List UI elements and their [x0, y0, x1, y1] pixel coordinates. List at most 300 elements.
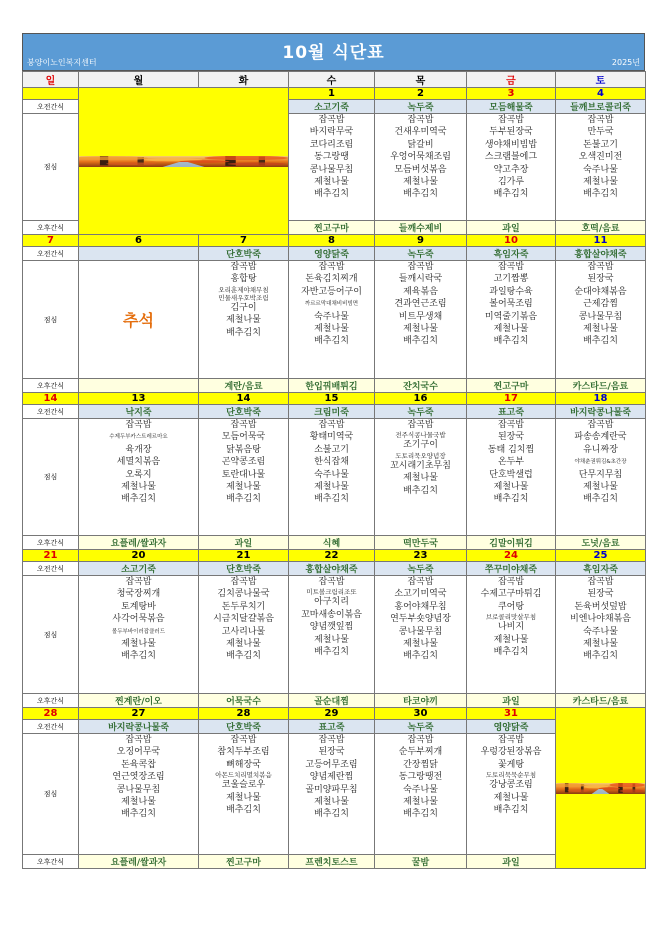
picture-cell [556, 708, 646, 869]
menu-item: 황태미역국 [309, 432, 354, 443]
menu-item: 잡곡밥 [230, 735, 257, 745]
picture-cell [79, 88, 289, 235]
menu-item: 견과연근조림 [394, 299, 447, 310]
menu-item: 단무지무침 [578, 469, 623, 480]
pm-snack: 찐고구마 [289, 221, 375, 235]
date-cell: 30 [375, 708, 467, 720]
menu-table [22, 71, 646, 869]
menu-item: 잡곡밥 [407, 115, 434, 125]
menu-item: 콩나물무침 [578, 311, 623, 322]
menu-item: 제철나물 [226, 482, 261, 493]
lunch-label: 점심 [23, 734, 79, 855]
menu-item: 잡곡밥 [407, 577, 434, 587]
menu-item: 배추김치 [226, 651, 261, 662]
pm-snack: 요플레/쌀과자 [79, 855, 199, 869]
pm-snack: 꿀밤 [375, 855, 467, 869]
menu-item: 잡곡밥 [407, 420, 434, 430]
menu-item: 전주식콩나물국밥 [395, 431, 446, 440]
menu-item: 강낭콩조림 [489, 780, 533, 791]
menu-item: 사각어묵볶음 [112, 614, 165, 625]
lunch-menu [289, 734, 375, 855]
menu-item: 배추김치 [226, 805, 261, 816]
weekday-4: 목 [375, 72, 467, 88]
date-cell: 23 [375, 550, 467, 562]
menu-item: 곤약콩조림 [221, 457, 266, 468]
menu-item: 뼈해장국 [226, 759, 261, 770]
am-snack [79, 247, 199, 261]
am-snack: 녹두죽 [375, 720, 467, 734]
menu-item: 배추김치 [121, 809, 156, 820]
am-snack: 표고죽 [289, 720, 375, 734]
menu-item: 꼬시래기초무침 [390, 460, 451, 471]
weekday-2: 화 [199, 72, 289, 88]
menu-item: 제철나물 [121, 482, 156, 493]
menu-item: 숙주나물 [403, 784, 438, 795]
date-cell: 28 [199, 708, 289, 720]
menu-item: 잡곡밥 [587, 420, 614, 430]
menu-item: 까르르막대채비비빔면 [304, 301, 359, 308]
menu-item: 된장국 [318, 747, 345, 758]
menu-item: 돈육버섯덮밥 [574, 601, 627, 612]
menu-item: 제철나물 [583, 324, 618, 335]
menu-item: 배추김치 [493, 336, 529, 347]
menu-item: 건새우미역국 [394, 127, 447, 138]
menu-item: 제철나물 [403, 639, 438, 650]
menu-item: 닭볶음탕 [226, 444, 261, 455]
date-cell: 31 [467, 708, 556, 720]
menu-item: 야채춘권튀김&초간장 [574, 459, 627, 466]
center-name: 붕양이노인복지센터 [27, 58, 97, 67]
am-snack: 흑임자죽 [467, 247, 556, 261]
menu-item: 배추김치 [493, 494, 529, 505]
date-cell: 15 [289, 393, 375, 405]
menu-item: 제철나물 [583, 177, 618, 188]
menu-item: 배추김치 [403, 651, 438, 662]
year-label: 2025년 [611, 58, 640, 67]
lunch-menu [289, 419, 375, 536]
menu-item: 과일탕수육 [489, 286, 533, 297]
menu-item: 배추김치 [583, 336, 618, 347]
menu-item: 배추김치 [583, 494, 618, 505]
am-snack: 흑임자죽 [556, 562, 646, 576]
menu-item: 아몬드치리멸치볶음 [215, 771, 272, 780]
menu-item: 온두부 [497, 457, 525, 468]
menu-item: 민물새우호박조림 [218, 293, 269, 302]
pm-snack: 과일 [467, 855, 556, 869]
menu-item: 수제고구마튀김 [480, 589, 542, 600]
date-cell: 14 [23, 393, 79, 405]
am-snack-label: 오전간식 [23, 720, 79, 734]
menu-item: 잡곡밥 [587, 115, 614, 125]
menu-item: 코다리조림 [309, 139, 354, 150]
menu-item: 코울슬로우 [221, 780, 266, 791]
date-cell: 25 [556, 550, 646, 562]
date-cell: 9 [375, 235, 467, 247]
menu-item: 미트볼크림리조또 [306, 588, 357, 597]
am-snack-label: 오전간식 [23, 247, 79, 261]
menu-item: 근제감찜 [583, 299, 618, 310]
menu-item: 제철나물 [403, 177, 438, 188]
date-cell [23, 88, 79, 100]
menu-item: 약고추장 [493, 164, 529, 175]
date-cell: 13 [79, 393, 199, 405]
pm-snack: 김말이튀김 [467, 536, 556, 550]
weekday-5: 금 [467, 72, 556, 88]
menu-item: 브로콜리맛살무침 [485, 613, 537, 622]
date-cell: 21 [199, 550, 289, 562]
menu-item: 볼두부바이러잡클러드 [111, 628, 166, 635]
pm-snack: 떡만두국 [375, 536, 467, 550]
menu-item: 자반고등어구이 [301, 286, 362, 297]
menu-item: 오리훈제야채무침 [218, 285, 269, 294]
menu-item: 배추김치 [226, 494, 261, 505]
menu-item: 꽃게탕 [497, 759, 525, 770]
lunch-menu [289, 576, 375, 694]
menu-item: 배추김치 [121, 494, 156, 505]
menu-item: 쿠어탕 [497, 601, 525, 612]
pm-snack-label: 오후간식 [23, 379, 79, 393]
am-snack: 녹두죽 [375, 405, 467, 419]
pm-snack: 식혜 [289, 536, 375, 550]
am-snack: 소고기죽 [79, 562, 199, 576]
menu-item: 오록지 [125, 469, 152, 480]
menu-item: 제철나물 [583, 639, 618, 650]
menu-item: 세멸치볶음 [116, 457, 161, 468]
menu-item: 연두부숏양념장 [390, 614, 451, 625]
menu-item: 참치두부조림 [217, 747, 270, 758]
menu-item: 제철나물 [314, 324, 349, 335]
lunch-menu [79, 734, 199, 855]
menu-item: 제철나물 [121, 639, 156, 650]
date-cell: 2 [375, 88, 467, 100]
menu-item: 고등어무조림 [305, 759, 358, 770]
lunch-menu [467, 576, 556, 694]
menu-item: 잡곡밥 [497, 262, 525, 272]
menu-item: 제육볶음 [403, 286, 438, 297]
menu-item: 배추김치 [403, 336, 438, 347]
holiday-cell [79, 261, 199, 379]
title-bar [22, 33, 645, 71]
pm-snack: 찐계란/이오 [79, 694, 199, 708]
menu-item: 꼬마새송이볶음 [301, 609, 362, 620]
menu-item: 볼어묵조림 [489, 299, 533, 310]
menu-item: 제철나물 [314, 634, 349, 645]
date-cell: 4 [556, 88, 646, 100]
lunch-menu [79, 419, 199, 536]
menu-item: 단호박샐럽 [489, 469, 533, 480]
menu-item: 된장국 [587, 589, 614, 600]
date-cell: 7 [23, 235, 79, 247]
date-cell: 16 [375, 393, 467, 405]
menu-item: 숙주나물 [314, 469, 349, 480]
date-cell: 27 [79, 708, 199, 720]
pm-snack: 프렌치토스트 [289, 855, 375, 869]
lunch-label: 점심 [23, 419, 79, 536]
date-cell: 11 [556, 235, 646, 247]
pm-snack-label: 오후간식 [23, 694, 79, 708]
pm-snack: 과일 [467, 694, 556, 708]
menu-item: 콩나물무침 [116, 784, 161, 795]
am-snack-label: 오전간식 [23, 405, 79, 419]
lunch-menu [79, 576, 199, 694]
pm-snack: 과일 [467, 221, 556, 235]
menu-item: 잡곡밥 [318, 115, 345, 125]
menu-item: 오징어무국 [116, 747, 161, 758]
autumn-painting-image [79, 156, 288, 167]
menu-item: 제철나물 [493, 792, 529, 803]
date-cell: 29 [289, 708, 375, 720]
am-snack: 쭈꾸미야채죽 [467, 562, 556, 576]
menu-item: 소고기미역국 [394, 589, 447, 600]
am-snack: 단호박죽 [199, 720, 289, 734]
lunch-menu [556, 114, 646, 221]
menu-item: 잡곡밥 [407, 735, 434, 745]
am-snack: 소고기죽 [289, 100, 375, 114]
holiday-label: 추석 [123, 311, 154, 330]
lunch-menu [199, 734, 289, 855]
menu-item: 김가루 [497, 177, 525, 188]
lunch-menu [375, 734, 467, 855]
menu-item: 제철나물 [314, 797, 349, 808]
pm-snack-label: 오후간식 [23, 855, 79, 869]
am-snack: 단호박죽 [199, 562, 289, 576]
menu-item: 잡곡밥 [230, 420, 257, 430]
menu-item: 도토리묵오양념장 [395, 451, 446, 460]
pm-snack: 골순대찜 [289, 694, 375, 708]
date-cell: 18 [556, 393, 646, 405]
menu-item: 제철나물 [121, 797, 156, 808]
menu-item: 잡곡밥 [318, 262, 345, 272]
menu-item: 순대야채볶음 [574, 286, 627, 297]
menu-item: 홍어야채무침 [394, 601, 447, 612]
menu-item: 제철나물 [403, 797, 438, 808]
menu-item: 잡곡밥 [230, 577, 257, 587]
menu-item: 연근엿장조림 [112, 772, 165, 783]
menu-item: 잡곡밥 [125, 420, 152, 430]
menu-item: 배추김치 [493, 189, 529, 200]
menu-item: 배추김치 [493, 647, 529, 658]
lunch-menu [467, 419, 556, 536]
lunch-menu [199, 576, 289, 694]
menu-item: 배추김치 [226, 327, 261, 338]
menu-item: 우렁강된장볶음 [480, 747, 542, 758]
menu-item: 비트무생채 [398, 311, 443, 322]
date-cell: 14 [199, 393, 289, 405]
am-snack: 흥합살야채죽 [556, 247, 646, 261]
lunch-menu [289, 114, 375, 221]
menu-item: 고사리나물 [221, 626, 266, 637]
menu-item: 양념깻잎찜 [309, 622, 354, 633]
menu-item: 제철나물 [493, 634, 529, 645]
menu-item: 배추김치 [583, 189, 618, 200]
menu-item: 잡곡밥 [497, 735, 525, 745]
menu-item: 청국장찌개 [116, 589, 161, 600]
am-snack-label: 오전간식 [23, 100, 79, 114]
pm-snack: 들깨수제비 [375, 221, 467, 235]
menu-item: 육개장 [125, 444, 152, 455]
menu-item: 김구이 [230, 302, 257, 313]
menu-item: 배추김치 [403, 809, 438, 820]
menu-item: 토계탕바 [121, 601, 156, 612]
menu-item: 숙주나물 [583, 164, 618, 175]
menu-item: 배추김치 [121, 651, 156, 662]
menu-item: 잡곡밥 [318, 420, 345, 430]
menu-item: 배추김치 [403, 189, 438, 200]
menu-item: 배추김치 [403, 485, 438, 496]
menu-item: 배추김치 [314, 336, 349, 347]
date-cell: 10 [467, 235, 556, 247]
menu-item: 된장국 [497, 432, 525, 443]
menu-item: 배추김치 [493, 805, 529, 816]
date-cell: 24 [467, 550, 556, 562]
menu-item: 돈두루치기 [221, 601, 266, 612]
weekday-1: 월 [79, 72, 199, 88]
pm-snack-label: 오후간식 [23, 221, 79, 235]
menu-item: 조기구이 [403, 440, 438, 451]
lunch-menu [199, 261, 289, 379]
lunch-menu [375, 114, 467, 221]
lunch-menu [467, 261, 556, 379]
lunch-menu [289, 261, 375, 379]
pm-snack: 찐고구마 [467, 379, 556, 393]
menu-item: 토란대나물 [221, 469, 266, 480]
menu-item: 한식잡채 [314, 457, 349, 468]
menu-item: 제철나물 [314, 482, 349, 493]
pm-snack: 찐고구마 [199, 855, 289, 869]
lunch-menu [467, 114, 556, 221]
lunch-menu [556, 576, 646, 694]
weekday-0: 일 [23, 72, 79, 88]
lunch-menu [199, 419, 289, 536]
menu-item: 제철나물 [493, 482, 529, 493]
pm-snack: 과일 [199, 536, 289, 550]
menu-item: 미역줄기볶음 [484, 311, 538, 322]
am-snack: 단호박죽 [199, 405, 289, 419]
am-snack: 표고죽 [467, 405, 556, 419]
lunch-label: 점심 [23, 576, 79, 694]
menu-item: 스크램블에그 [484, 152, 538, 163]
menu-item: 생야채비빔밥 [484, 139, 538, 150]
menu-item: 잡곡밥 [125, 577, 152, 587]
lunch-menu [556, 419, 646, 536]
date-cell: 8 [289, 235, 375, 247]
menu-item: 골미양파무침 [305, 784, 358, 795]
date-cell: 28 [23, 708, 79, 720]
am-snack: 녹두죽 [375, 247, 467, 261]
menu-item: 배추김치 [314, 809, 349, 820]
menu-item: 닭갈비 [407, 139, 434, 150]
weekday-6: 토 [556, 72, 646, 88]
menu-item: 제철나물 [493, 324, 529, 335]
pm-snack: 카스타드/음료 [556, 694, 646, 708]
am-snack: 영양닭죽 [467, 720, 556, 734]
date-cell: 6 [79, 235, 199, 247]
menu-item: 제철나물 [226, 792, 261, 803]
pm-snack: 호떡/음료 [556, 221, 646, 235]
menu-item: 아구치리 [314, 597, 349, 608]
menu-item: 동그랑땡 [314, 152, 349, 163]
lunch-menu [467, 734, 556, 855]
menu-item: 잡곡밥 [318, 577, 345, 587]
lunch-label: 점심 [23, 114, 79, 221]
menu-item: 동태 김치찜 [487, 444, 535, 455]
menu-item: 제철나물 [314, 177, 349, 188]
menu-item: 시금치달걀볶음 [213, 614, 274, 625]
date-cell: 17 [467, 393, 556, 405]
menu-item: 수제두부카스트레르마요 [109, 434, 168, 441]
menu-item: 잡곡밥 [497, 577, 525, 587]
am-snack: 크림미죽 [289, 405, 375, 419]
menu-item: 잡곡밥 [407, 262, 434, 272]
autumn-painting-image [556, 783, 645, 794]
pm-snack-label: 오후간식 [23, 536, 79, 550]
menu-item: 고기짬뽕 [493, 274, 529, 285]
menu-item: 파송송계란국 [574, 432, 627, 443]
menu-item: 숙주나물 [583, 626, 618, 637]
pm-snack [79, 379, 199, 393]
menu-item: 우엉어묵채조림 [390, 152, 451, 163]
menu-item: 간장찜닭 [403, 759, 438, 770]
lunch-menu [556, 261, 646, 379]
am-snack: 모듬해물죽 [467, 100, 556, 114]
date-cell: 20 [79, 550, 199, 562]
pm-snack: 잔치국수 [375, 379, 467, 393]
pm-snack: 카스타드/음료 [556, 379, 646, 393]
am-snack: 바지락콩나물죽 [79, 720, 199, 734]
menu-item: 배추김치 [314, 647, 349, 658]
menu-item: 잡곡밥 [587, 577, 614, 587]
menu-item: 돈육콕찹 [121, 759, 156, 770]
menu-item: 바지락무국 [309, 127, 354, 138]
am-snack: 낙지죽 [79, 405, 199, 419]
menu-item: 제철나물 [583, 482, 618, 493]
am-snack-label: 오전간식 [23, 562, 79, 576]
date-cell: 3 [467, 88, 556, 100]
pm-snack: 요플레/쌀과자 [79, 536, 199, 550]
menu-item: 모듬어묵국 [221, 432, 266, 443]
date-cell: 21 [23, 550, 79, 562]
menu-item: 잡곡밥 [230, 262, 257, 272]
pm-snack: 도넛/음료 [556, 536, 646, 550]
pm-snack: 타코야끼 [375, 694, 467, 708]
menu-item: 김치콩나물국 [217, 589, 270, 600]
pm-snack: 한입꿔배튀김 [289, 379, 375, 393]
pm-snack: 어묵국수 [199, 694, 289, 708]
menu-item: 유니짜장 [583, 444, 618, 455]
menu-item: 제철나물 [226, 639, 261, 650]
menu-item: 제철나물 [403, 324, 438, 335]
menu-item: 순두부찌개 [398, 747, 443, 758]
menu-item: 잡곡밥 [497, 115, 525, 125]
date-cell: 1 [289, 88, 375, 100]
lunch-menu [375, 576, 467, 694]
am-snack: 들깨브로콜리죽 [556, 100, 646, 114]
menu-item: 배추김치 [583, 651, 618, 662]
am-snack: 녹두죽 [375, 562, 467, 576]
menu-item: 두부된장국 [489, 127, 533, 138]
menu-item: 된장국 [587, 274, 614, 285]
menu-item: 소불고기 [314, 444, 349, 455]
menu-item: 잡곡밥 [587, 262, 614, 272]
menu-item: 잡곡밥 [318, 735, 345, 745]
menu-item: 배추김치 [314, 494, 349, 505]
menu-item: 동그랑땡전 [398, 772, 443, 783]
menu-item: 콩나물무침 [309, 164, 354, 175]
menu-item: 제철나물 [226, 315, 261, 326]
lunch-menu [375, 261, 467, 379]
menu-item: 제철나물 [403, 473, 438, 484]
menu-item: 배추김치 [314, 189, 349, 200]
